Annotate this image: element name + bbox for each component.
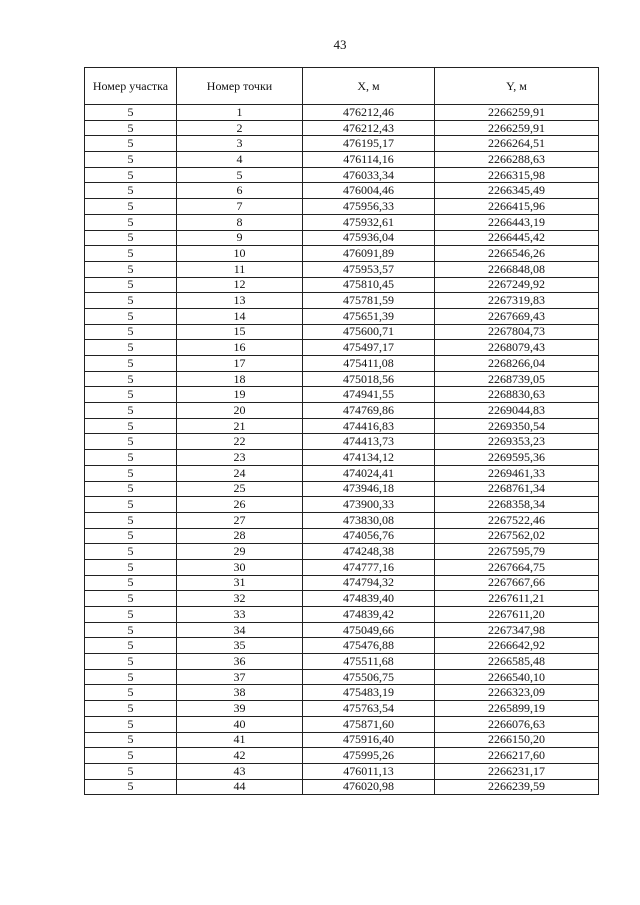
table-row — [85, 324, 599, 340]
cell-x-coordinate: 476004,46 — [303, 183, 435, 199]
cell-point-number: 43 — [177, 763, 303, 779]
cell-x-coordinate: 475476,88 — [303, 638, 435, 654]
cell-y-coordinate: 2266315,98 — [435, 167, 599, 183]
table-row — [85, 403, 599, 419]
cell-point-number: 36 — [177, 654, 303, 670]
cell-plot-number: 5 — [85, 481, 177, 497]
cell-plot-number: 5 — [85, 324, 177, 340]
table-row — [85, 152, 599, 168]
table-row — [85, 293, 599, 309]
page-number: 43 — [333, 37, 347, 52]
cell-point-number: 13 — [177, 293, 303, 309]
cell-plot-number: 5 — [85, 685, 177, 701]
table-row — [85, 418, 599, 434]
cell-point-number: 17 — [177, 356, 303, 372]
table-row — [85, 685, 599, 701]
cell-y-coordinate: 2266288,63 — [435, 152, 599, 168]
cell-plot-number: 5 — [85, 450, 177, 466]
cell-y-coordinate: 2266546,26 — [435, 246, 599, 262]
cell-y-coordinate: 2267319,83 — [435, 293, 599, 309]
cell-y-coordinate: 2269353,23 — [435, 434, 599, 450]
cell-point-number: 2 — [177, 120, 303, 136]
cell-y-coordinate: 2267611,21 — [435, 591, 599, 607]
cell-x-coordinate: 474134,12 — [303, 450, 435, 466]
cell-point-number: 22 — [177, 434, 303, 450]
table-row — [85, 512, 599, 528]
cell-y-coordinate: 2267562,02 — [435, 528, 599, 544]
cell-point-number: 27 — [177, 512, 303, 528]
cell-x-coordinate: 475932,61 — [303, 214, 435, 230]
cell-point-number: 25 — [177, 481, 303, 497]
cell-x-coordinate: 474416,83 — [303, 418, 435, 434]
cell-plot-number: 5 — [85, 575, 177, 591]
cell-plot-number: 5 — [85, 622, 177, 638]
cell-x-coordinate: 476011,13 — [303, 763, 435, 779]
table-row — [85, 763, 599, 779]
cell-y-coordinate: 2266415,96 — [435, 199, 599, 215]
cell-point-number: 21 — [177, 418, 303, 434]
cell-y-coordinate: 2267611,20 — [435, 607, 599, 623]
cell-point-number: 12 — [177, 277, 303, 293]
cell-plot-number: 5 — [85, 591, 177, 607]
cell-point-number: 37 — [177, 669, 303, 685]
cell-plot-number: 5 — [85, 497, 177, 513]
cell-y-coordinate: 2266231,17 — [435, 763, 599, 779]
cell-x-coordinate: 474839,40 — [303, 591, 435, 607]
cell-y-coordinate: 2265899,19 — [435, 701, 599, 717]
cell-plot-number: 5 — [85, 387, 177, 403]
table-row — [85, 199, 599, 215]
cell-point-number: 29 — [177, 544, 303, 560]
cell-x-coordinate: 475600,71 — [303, 324, 435, 340]
cell-x-coordinate: 476033,34 — [303, 167, 435, 183]
cell-plot-number: 5 — [85, 230, 177, 246]
cell-x-coordinate: 475995,26 — [303, 748, 435, 764]
cell-plot-number: 5 — [85, 214, 177, 230]
cell-y-coordinate: 2266642,92 — [435, 638, 599, 654]
cell-x-coordinate: 476091,89 — [303, 246, 435, 262]
cell-point-number: 34 — [177, 622, 303, 638]
cell-plot-number: 5 — [85, 308, 177, 324]
cell-y-coordinate: 2266345,49 — [435, 183, 599, 199]
table-header — [85, 68, 599, 105]
cell-point-number: 15 — [177, 324, 303, 340]
cell-point-number: 41 — [177, 732, 303, 748]
cell-x-coordinate: 475871,60 — [303, 716, 435, 732]
cell-y-coordinate: 2268761,34 — [435, 481, 599, 497]
cell-point-number: 42 — [177, 748, 303, 764]
cell-x-coordinate: 475953,57 — [303, 261, 435, 277]
cell-x-coordinate: 475506,75 — [303, 669, 435, 685]
cell-point-number: 24 — [177, 465, 303, 481]
cell-x-coordinate: 473946,18 — [303, 481, 435, 497]
table-row — [85, 607, 599, 623]
cell-x-coordinate: 475511,68 — [303, 654, 435, 670]
cell-plot-number: 5 — [85, 638, 177, 654]
cell-point-number: 30 — [177, 559, 303, 575]
cell-point-number: 20 — [177, 403, 303, 419]
cell-point-number: 6 — [177, 183, 303, 199]
table-row — [85, 277, 599, 293]
cell-y-coordinate: 2266217,60 — [435, 748, 599, 764]
cell-y-coordinate: 2268358,34 — [435, 497, 599, 513]
cell-plot-number: 5 — [85, 403, 177, 419]
cell-x-coordinate: 474024,41 — [303, 465, 435, 481]
cell-y-coordinate: 2267249,92 — [435, 277, 599, 293]
cell-plot-number: 5 — [85, 418, 177, 434]
cell-point-number: 11 — [177, 261, 303, 277]
cell-point-number: 3 — [177, 136, 303, 152]
cell-y-coordinate: 2269350,54 — [435, 418, 599, 434]
cell-x-coordinate: 475781,59 — [303, 293, 435, 309]
header-y-coordinate: Y, м — [435, 68, 599, 105]
cell-y-coordinate: 2267667,66 — [435, 575, 599, 591]
table-row — [85, 575, 599, 591]
cell-plot-number: 5 — [85, 277, 177, 293]
cell-point-number: 28 — [177, 528, 303, 544]
table-row — [85, 136, 599, 152]
cell-x-coordinate: 475497,17 — [303, 340, 435, 356]
cell-x-coordinate: 475810,45 — [303, 277, 435, 293]
cell-y-coordinate: 2266443,19 — [435, 214, 599, 230]
cell-point-number: 40 — [177, 716, 303, 732]
cell-plot-number: 5 — [85, 669, 177, 685]
table-row — [85, 732, 599, 748]
cell-point-number: 16 — [177, 340, 303, 356]
cell-x-coordinate: 475651,39 — [303, 308, 435, 324]
table-row — [85, 779, 599, 795]
cell-plot-number: 5 — [85, 167, 177, 183]
header-x-coordinate: X, м — [303, 68, 435, 105]
table-row — [85, 528, 599, 544]
cell-plot-number: 5 — [85, 120, 177, 136]
cell-x-coordinate: 475916,40 — [303, 732, 435, 748]
cell-point-number: 8 — [177, 214, 303, 230]
cell-point-number: 1 — [177, 105, 303, 121]
cell-x-coordinate: 476212,43 — [303, 120, 435, 136]
cell-point-number: 4 — [177, 152, 303, 168]
cell-x-coordinate: 476114,16 — [303, 152, 435, 168]
table-row — [85, 591, 599, 607]
cell-x-coordinate: 476195,17 — [303, 136, 435, 152]
cell-plot-number: 5 — [85, 434, 177, 450]
cell-y-coordinate: 2268266,04 — [435, 356, 599, 372]
table-row — [85, 497, 599, 513]
table-row — [85, 105, 599, 121]
cell-plot-number: 5 — [85, 763, 177, 779]
cell-plot-number: 5 — [85, 356, 177, 372]
cell-y-coordinate: 2269044,83 — [435, 403, 599, 419]
cell-plot-number: 5 — [85, 340, 177, 356]
cell-plot-number: 5 — [85, 136, 177, 152]
cell-y-coordinate: 2266239,59 — [435, 779, 599, 795]
cell-plot-number: 5 — [85, 261, 177, 277]
table-row — [85, 261, 599, 277]
table-row — [85, 183, 599, 199]
cell-point-number: 10 — [177, 246, 303, 262]
cell-y-coordinate: 2267804,73 — [435, 324, 599, 340]
cell-y-coordinate: 2266264,51 — [435, 136, 599, 152]
header-plot-number: Номер участка — [85, 68, 177, 105]
table-row — [85, 120, 599, 136]
cell-point-number: 5 — [177, 167, 303, 183]
table-row — [85, 214, 599, 230]
cell-point-number: 9 — [177, 230, 303, 246]
cell-x-coordinate: 474056,76 — [303, 528, 435, 544]
cell-plot-number: 5 — [85, 732, 177, 748]
cell-x-coordinate: 475018,56 — [303, 371, 435, 387]
cell-point-number: 32 — [177, 591, 303, 607]
table-row — [85, 544, 599, 560]
table-row — [85, 450, 599, 466]
cell-y-coordinate: 2267595,79 — [435, 544, 599, 560]
cell-y-coordinate: 2267669,43 — [435, 308, 599, 324]
table-row — [85, 167, 599, 183]
table-row — [85, 387, 599, 403]
cell-x-coordinate: 475049,66 — [303, 622, 435, 638]
cell-point-number: 31 — [177, 575, 303, 591]
cell-y-coordinate: 2266540,10 — [435, 669, 599, 685]
table-row — [85, 230, 599, 246]
cell-y-coordinate: 2266150,20 — [435, 732, 599, 748]
table-row — [85, 340, 599, 356]
cell-point-number: 23 — [177, 450, 303, 466]
table-body — [85, 105, 599, 795]
table-row — [85, 748, 599, 764]
cell-plot-number: 5 — [85, 152, 177, 168]
table-row — [85, 481, 599, 497]
cell-y-coordinate: 2268079,43 — [435, 340, 599, 356]
cell-plot-number: 5 — [85, 654, 177, 670]
cell-point-number: 19 — [177, 387, 303, 403]
cell-x-coordinate: 474941,55 — [303, 387, 435, 403]
cell-x-coordinate: 474777,16 — [303, 559, 435, 575]
cell-plot-number: 5 — [85, 183, 177, 199]
cell-point-number: 33 — [177, 607, 303, 623]
header-row — [85, 68, 599, 105]
cell-plot-number: 5 — [85, 716, 177, 732]
cell-y-coordinate: 2266585,48 — [435, 654, 599, 670]
cell-plot-number: 5 — [85, 199, 177, 215]
cell-y-coordinate: 2267347,98 — [435, 622, 599, 638]
cell-plot-number: 5 — [85, 465, 177, 481]
cell-plot-number: 5 — [85, 512, 177, 528]
cell-x-coordinate: 473900,33 — [303, 497, 435, 513]
cell-x-coordinate: 473830,08 — [303, 512, 435, 528]
table-row — [85, 638, 599, 654]
cell-x-coordinate: 476020,98 — [303, 779, 435, 795]
cell-y-coordinate: 2266259,91 — [435, 105, 599, 121]
cell-point-number: 44 — [177, 779, 303, 795]
cell-plot-number: 5 — [85, 105, 177, 121]
cell-point-number: 35 — [177, 638, 303, 654]
cell-y-coordinate: 2269595,36 — [435, 450, 599, 466]
cell-point-number: 14 — [177, 308, 303, 324]
table-row — [85, 669, 599, 685]
cell-x-coordinate: 475936,04 — [303, 230, 435, 246]
cell-x-coordinate: 475956,33 — [303, 199, 435, 215]
cell-point-number: 18 — [177, 371, 303, 387]
cell-point-number: 26 — [177, 497, 303, 513]
cell-plot-number: 5 — [85, 246, 177, 262]
cell-y-coordinate: 2266076,63 — [435, 716, 599, 732]
cell-plot-number: 5 — [85, 528, 177, 544]
cell-x-coordinate: 474794,32 — [303, 575, 435, 591]
coordinates-table — [84, 67, 599, 795]
cell-point-number: 7 — [177, 199, 303, 215]
cell-plot-number: 5 — [85, 293, 177, 309]
cell-y-coordinate: 2269461,33 — [435, 465, 599, 481]
cell-plot-number: 5 — [85, 607, 177, 623]
cell-plot-number: 5 — [85, 544, 177, 560]
cell-plot-number: 5 — [85, 779, 177, 795]
cell-y-coordinate: 2267522,46 — [435, 512, 599, 528]
table-row — [85, 308, 599, 324]
cell-plot-number: 5 — [85, 748, 177, 764]
table-row — [85, 701, 599, 717]
cell-x-coordinate: 474769,86 — [303, 403, 435, 419]
table-row — [85, 622, 599, 638]
cell-x-coordinate: 474248,38 — [303, 544, 435, 560]
cell-x-coordinate: 475483,19 — [303, 685, 435, 701]
cell-x-coordinate: 476212,46 — [303, 105, 435, 121]
cell-y-coordinate: 2266445,42 — [435, 230, 599, 246]
header-point-number: Номер точки — [177, 68, 303, 105]
cell-point-number: 39 — [177, 701, 303, 717]
table-row — [85, 434, 599, 450]
table-row — [85, 246, 599, 262]
table-row — [85, 654, 599, 670]
table-row — [85, 559, 599, 575]
cell-y-coordinate: 2268739,05 — [435, 371, 599, 387]
cell-point-number: 38 — [177, 685, 303, 701]
cell-y-coordinate: 2266848,08 — [435, 261, 599, 277]
table-row — [85, 716, 599, 732]
cell-x-coordinate: 475411,08 — [303, 356, 435, 372]
cell-y-coordinate: 2268830,63 — [435, 387, 599, 403]
table-row — [85, 371, 599, 387]
table-row — [85, 465, 599, 481]
cell-plot-number: 5 — [85, 701, 177, 717]
cell-x-coordinate: 474839,42 — [303, 607, 435, 623]
cell-y-coordinate: 2266259,91 — [435, 120, 599, 136]
cell-plot-number: 5 — [85, 559, 177, 575]
table-row — [85, 356, 599, 372]
cell-x-coordinate: 475763,54 — [303, 701, 435, 717]
cell-plot-number: 5 — [85, 371, 177, 387]
cell-y-coordinate: 2266323,09 — [435, 685, 599, 701]
cell-y-coordinate: 2267664,75 — [435, 559, 599, 575]
cell-x-coordinate: 474413,73 — [303, 434, 435, 450]
